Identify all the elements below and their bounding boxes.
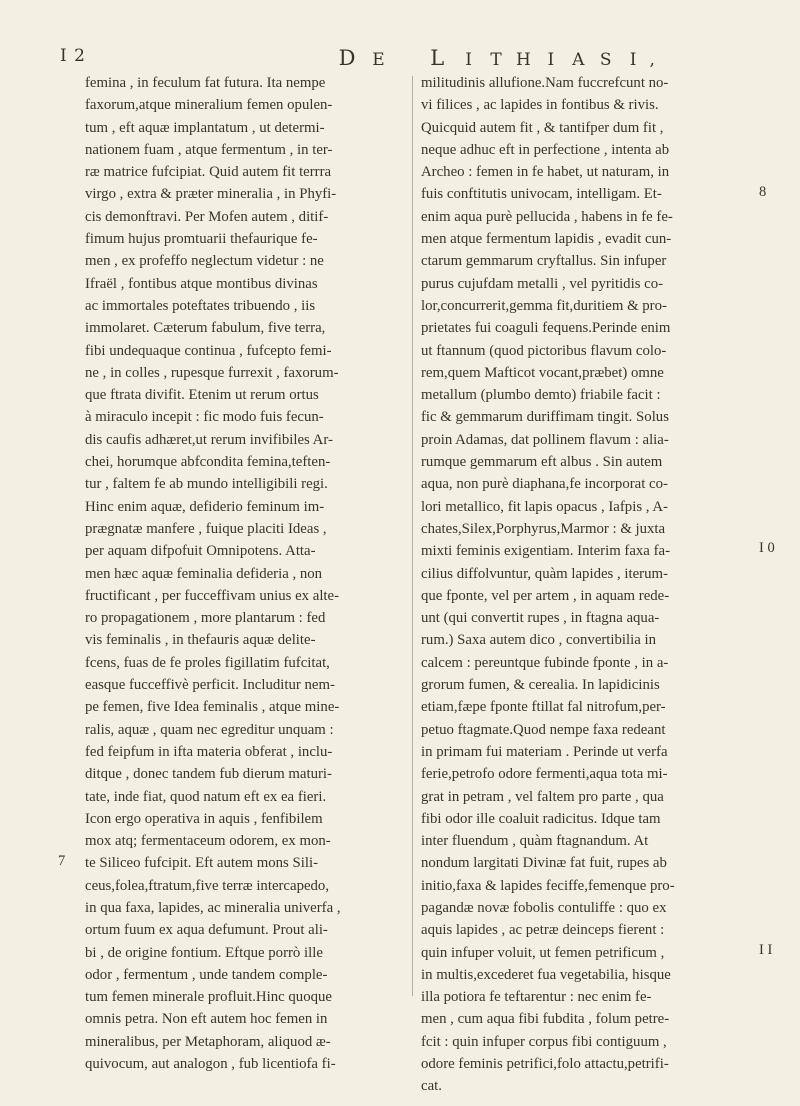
text-line: vi filices , ac lapides in fontibus & rivis. [421,97,659,114]
text-line: lori metallico, fit lapis opacus , Iafpis , A- [421,498,668,515]
text-line: per aquam difpofuit Omnipotens. Atta- [85,543,316,560]
text-line: que fponte, vel per artem , in aquam rede- [421,587,670,604]
text-line: mox atq; fermentaceum odorem, ex mon- [85,833,331,850]
text-line: bi , de origine fontium. Eftque porrò ille [85,944,323,961]
text-line: cat. [421,1078,442,1095]
text-line: à miraculo incepit : fic modo fuis fecun- [85,409,324,426]
text-line: neque adhuc eft in perfectione , intenta ab [421,141,670,158]
text-line: tum femen minerale profluit.Hinc quoque [85,989,332,1006]
text-line: odor , fermentum , unde tandem comple- [85,966,328,983]
text-line: ac immortales poteftates tribuendo , iis [85,297,316,314]
running-title-letter: H [516,50,531,70]
text-line: prietates fui coaguli fequens.Perinde enim [421,320,671,337]
text-line: initio,faxa & lapides feciffe,femenque pro- [421,877,675,894]
text-line: rum.) Saxa autem dico , convertibilia in [421,632,657,649]
text-line: quin infuper voluit, ut femen petrificum , [421,944,665,961]
text-line: que ftrata divifit. Etenim ut rerum ortus [85,387,319,404]
text-line: Archeo : femen in fe habet, ut naturam, in [421,164,670,181]
text-line: ro propagationem , more plantarum : fed [85,610,326,627]
text-line: femina , in feculum fat futura. Ita nempe [85,75,326,91]
text-line: grorum fumen, & cerealia. In lapidicinis [421,677,660,694]
text-line: purus cujufdam metalli , vel pyritidis co- [421,275,664,292]
text-line: fic & gemmarum duriffimam tingit. Solus [421,409,669,426]
text-line: fcit : quin infuper corpus fibi contiguum , [421,1033,667,1050]
text-line: vis feminalis , in thefauris aquæ delite- [85,632,316,649]
text-line: men , ex profeffo neglectum videtur : ne [85,253,324,270]
column-divider [412,76,413,996]
text-line: lor,concurrerit,gemma fit,duritiem & pro- [421,297,667,314]
text-line: Ifraël , fontibus atque montibus divinas [85,275,318,292]
text-line: fibi undequaque continua , fufcepto femi- [85,342,332,359]
running-title-letter: , [649,50,655,70]
text-line: Hinc enim aquæ, defiderio feminum im- [85,498,325,515]
text-line: in multis,excederet fua vegetabilia, hisque [421,966,671,983]
text-line: mineralibus, per Metaphoram, aliquod æ- [85,1033,331,1050]
text-line: illa potiora fe teftarentur : nec enim fe- [421,989,652,1006]
text-line: immolaret. Cæterum fabulum, five terra, [85,320,326,337]
text-line: prægnatæ manfere , fuique placiti Ideas , [85,520,327,537]
text-line: Quicquid autem fit , & tantifper dum fit , [421,119,664,136]
text-line: ferie,petrofo odore fermenti,aqua tota mi- [421,766,668,783]
margin-number: I I [759,941,773,958]
running-title-letter: T [490,50,502,70]
text-line: tum , eft aquæ implantatum , ut determi- [85,119,325,136]
text-line: ne , in colles , rupesque furrexit , faxorum- [85,364,339,381]
text-line: men hæc aquæ feminalia defideria , non [85,565,323,582]
text-line: men , cum aqua fibi fubdita , folum petre- [421,1011,670,1028]
text-line: fuis conftitutis univocam, intelligam. Et- [421,186,662,203]
text-line: calcem : pereuntque fubinde fponte , in a- [421,654,669,671]
text-line: faxorum,atque mineralium femen opulen- [85,97,333,114]
running-title-letter: D [338,46,356,70]
text-line: chei, horumque abfcondita femina,teften- [85,454,331,471]
text-line: Icon ergo operativa in aquis , fenfibilem [85,810,323,827]
text-line: dis caufis adhæret,ut rerum invifibiles Ar- [85,431,333,448]
text-line: aqua, non purè diaphana,fe incorporat co- [421,476,668,493]
page-number: I 2 [60,46,86,66]
right-text-column [421,72,741,1098]
text-line: ræ matrice fufcipiat. Quid autem fit terrra [85,164,332,181]
margin-number: 7 [58,852,66,869]
text-line: cis demonftravi. Per Mofen autem , ditif- [85,208,329,225]
text-line: in primam fui materiam . Perinde ut verfa [421,743,668,760]
text-line: fcens, fuas de fe proles figillatim fufcitat, [85,654,330,671]
text-line: te Siliceo fufcipit. Eft autem mons Sili- [85,855,319,872]
text-line: metallum (plumbo demto) friabile facit : [421,387,661,404]
text-line: in qua faxa, lapides, ac mineralia univerfa , [85,899,341,916]
text-line: nationem fuam , atque fermentum , in ter- [85,141,333,158]
page-header [60,46,760,70]
text-line: petuo ftagmate.Quod nempe faxa redeant [421,721,666,738]
running-title-letter: L [430,46,445,70]
text-line: proin Adamas, dat pollinem flavum : alia- [421,431,669,448]
text-line: virgo , extra & præter mineralia , in Phyfi- [85,186,337,203]
text-line: unt (qui convertit rupes , in ftagna aqua- [421,610,660,627]
text-line: rumque gemmarum eft albus . Sin autem [421,454,663,471]
running-title-letter: E [372,50,385,70]
text-line: cilius diffolvuntur, quàm lapides , iterum- [421,565,668,582]
margin-number: 8 [759,183,767,200]
running-title-letter: I [547,50,555,70]
text-line: ut ftannum (quod pictoribus flavum colo- [421,342,667,359]
text-line: fibi odor ille coaluit radicitus. Idque tam [421,810,661,827]
text-line: inter fluendum , quàm ftagnandum. At [421,833,649,850]
text-line: grat in petram , vel faltem pro parte , qua [421,788,664,805]
text-line: ortum fuum ex aqua defumunt. Prout ali- [85,922,328,939]
running-title-letter: S [599,50,612,70]
text-line: fed feipfum in ifta materia obferat , inclu- [85,743,333,760]
left-text-column [85,72,403,1075]
text-line: chates,Silex,Porphyrus,Marmor : & juxta [421,520,666,537]
text-line: easque fucceffivè perficit. Includitur nem- [85,677,335,694]
running-title-letter: I [629,50,637,70]
running-title-letter: A [572,50,585,70]
text-line: ditque , donec tandem fub dierum maturi- [85,766,332,783]
text-line: pagandæ novæ fobolis contuliffe : quo ex [421,899,667,916]
text-line: odore feminis petrifici,folo attactu,petrifi- [421,1056,669,1073]
text-line: rem,quem Mafticot vocant,præbet) omne [421,364,664,381]
text-line: quivocum, aut analogon , fub licentiofa fi- [85,1056,336,1073]
running-title-letter: I [465,50,472,70]
text-line: nondum largitati Divinæ fat fuit, rupes ab [421,855,667,872]
running-title [332,46,655,70]
text-line: ctarum gemmarum cryftallus. Sin infuper [421,253,667,270]
text-line: fimum hujus promtuarii thefaurique fe- [85,231,318,248]
text-line: ralis, aquæ , quam nec egreditur unquam : [85,721,334,738]
text-line: aquis lapides , ac petræ deinceps fierent : [421,922,665,939]
text-line: ceus,folea,ftratum,five terræ intercapedo, [85,877,330,894]
text-line: enim aqua purè pellucida , habens in fe fe- [421,208,673,225]
text-line: etiam,fæpe fponte ftillat fal nitrofum,per- [421,699,666,716]
text-line: fructificant , per fucceffivam unius ex alte- [85,587,340,604]
text-line: militudinis allufione.Nam fuccrefcunt no- [421,75,669,91]
text-line: mixti feminis exigentiam. Interim faxa fa- [421,543,670,560]
text-line: tate, inde fiat, quod natum eft ex ea fieri. [85,788,327,805]
margin-number: I 0 [759,540,775,557]
text-line: omnis petra. Non eft autem hoc femen in [85,1011,328,1028]
text-line: men atque fermentum lapidis , evadit cun- [421,231,672,248]
text-line: pe femen, five Idea feminalis , atque mine- [85,699,340,716]
text-line: tur , faltem fe ab mundo intelligibili regi. [85,476,328,493]
